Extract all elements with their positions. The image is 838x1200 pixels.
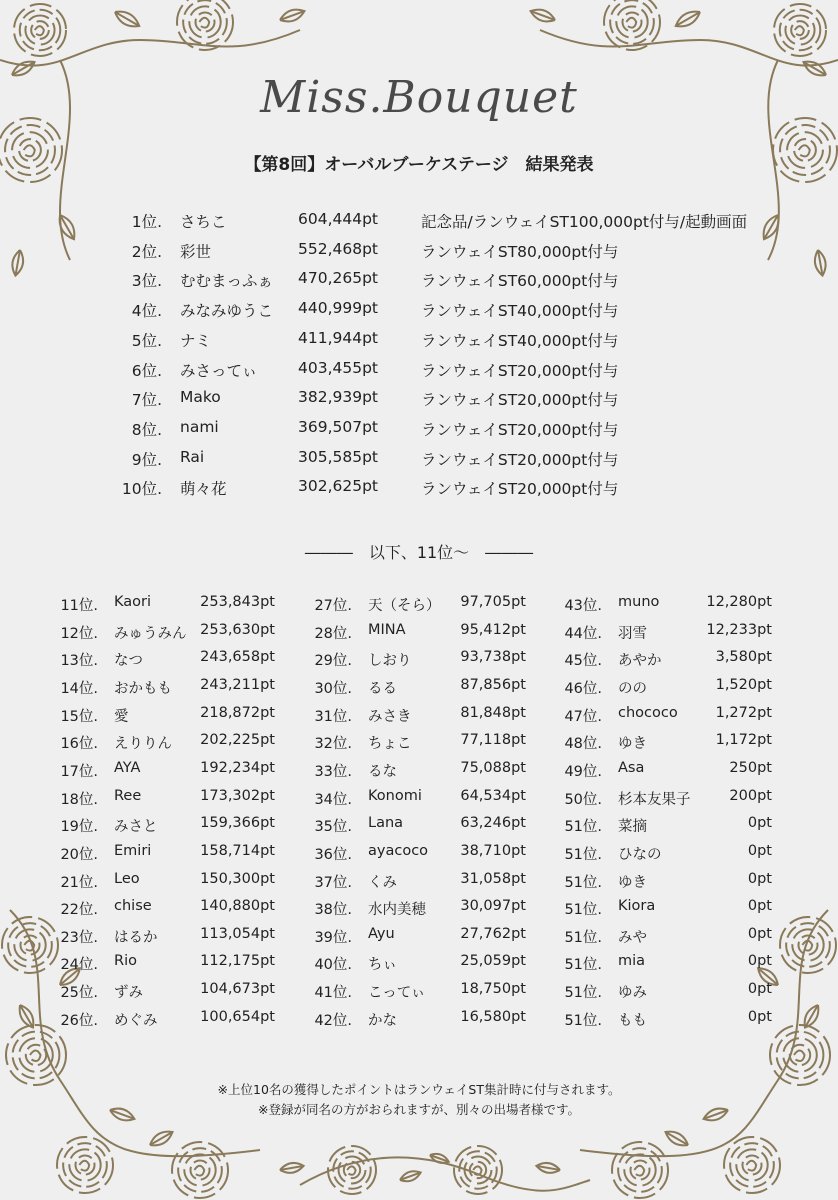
- rank-row: [58, 649, 275, 675]
- rank-row: [562, 843, 772, 869]
- rank-label: 37位.: [314, 874, 352, 891]
- rank-label: 5位.: [131, 331, 162, 350]
- entrant-name: ずみ: [114, 985, 143, 1002]
- entrant-name: おかもも: [114, 680, 172, 697]
- rank-label: 18位.: [60, 791, 98, 808]
- score-value: 12,233pt: [706, 621, 772, 638]
- vine-icon: [0, 30, 300, 66]
- rose-icon: [724, 1137, 780, 1193]
- rank-label: 38位.: [314, 902, 352, 919]
- prize-text: ランウェイST40,000pt付与: [421, 331, 619, 350]
- rank-label: 42位.: [314, 1012, 352, 1029]
- rank-label: 36位.: [314, 846, 352, 863]
- rank-label: 30位.: [314, 680, 352, 697]
- rank-label: 9位.: [131, 450, 162, 469]
- score-value: 382,939pt: [298, 388, 379, 407]
- leaf-icon: [673, 7, 703, 31]
- score-value: 200pt: [729, 787, 772, 804]
- rank-label: 24位.: [60, 957, 98, 974]
- leaf-icon: [529, 6, 557, 25]
- rank-row: [312, 981, 526, 1007]
- score-value: 12,280pt: [706, 594, 772, 610]
- rank-row: [562, 594, 772, 620]
- rank-label: 8位.: [131, 420, 162, 439]
- rank-label: 35位.: [314, 819, 352, 836]
- rank-label: 32位.: [314, 736, 352, 753]
- score-value: 202,225pt: [200, 732, 275, 749]
- score-value: 63,246pt: [460, 815, 526, 832]
- score-value: 18,750pt: [460, 981, 526, 998]
- rank-label: 31位.: [314, 708, 352, 725]
- score-value: 253,630pt: [200, 621, 275, 638]
- rose-icon: [454, 1146, 502, 1194]
- rank-label: 51位.: [564, 985, 602, 1002]
- score-value: 64,534pt: [460, 787, 526, 804]
- score-value: 25,059pt: [460, 953, 526, 970]
- entrant-name: みさってぃ: [180, 361, 258, 380]
- rank-label: 48位.: [564, 736, 602, 753]
- rank-label: 26位.: [60, 1012, 98, 1029]
- rank-row: [58, 732, 275, 758]
- rank-label: 51位.: [564, 957, 602, 974]
- score-value: 0pt: [747, 898, 772, 915]
- entrant-name: もも: [618, 1012, 647, 1029]
- rank-row: [58, 677, 275, 703]
- rank-row: [562, 981, 772, 1007]
- entrant-name: 水内美穂: [368, 902, 426, 919]
- score-value: 38,710pt: [460, 842, 526, 859]
- entrant-name: chococo: [618, 704, 678, 721]
- entrant-name: Kaori: [114, 594, 152, 610]
- score-value: 470,265pt: [298, 269, 379, 288]
- score-value: 93,738pt: [460, 649, 526, 666]
- entrant-name: ゆみ: [618, 985, 647, 1002]
- entrant-name: muno: [618, 594, 660, 610]
- leaf-icon: [278, 6, 306, 25]
- entrant-name: MINA: [368, 621, 406, 638]
- rank-label: 41位.: [314, 985, 352, 1002]
- prize-text: ランウェイST20,000pt付与: [421, 450, 619, 469]
- score-value: 218,872pt: [200, 704, 275, 721]
- footnote-1: ※上位10名の獲得したポイントはランウェイST集計時に付与されます。: [217, 1082, 621, 1097]
- rank-label: 22位.: [60, 902, 98, 919]
- rank-label: 51位.: [564, 819, 602, 836]
- leaf-icon: [147, 1127, 175, 1149]
- rose-icon: [14, 4, 66, 56]
- entrant-name: AYA: [114, 759, 141, 776]
- rank-row: [312, 788, 526, 814]
- score-value: 27,762pt: [460, 925, 526, 942]
- entrant-name: Konomi: [368, 787, 422, 804]
- entrant-name: Rai: [180, 447, 205, 466]
- rose-icon: [172, 1142, 228, 1198]
- rank-label: 20位.: [60, 846, 98, 863]
- rank-label: 39位.: [314, 929, 352, 946]
- entrant-name: めぐみ: [114, 1012, 158, 1029]
- score-value: 100,654pt: [200, 1008, 275, 1025]
- rank-row: [562, 898, 772, 924]
- entrant-name: みゅうみん: [114, 625, 187, 642]
- entrant-name: 杉本友果子: [618, 791, 691, 808]
- rank-label: 29位.: [314, 653, 352, 670]
- rank-label: 43位.: [564, 598, 602, 614]
- rank-row: [562, 760, 772, 786]
- rank-label: 13位.: [60, 653, 98, 670]
- logo-title: Miss.Bouquet: [260, 72, 578, 123]
- prize-text: 記念品/ランウェイST100,000pt付与/起動画面: [421, 213, 748, 231]
- rank-label: 44位.: [564, 625, 602, 642]
- entrant-name: Ree: [114, 787, 142, 804]
- entrant-name: ちょこ: [368, 736, 412, 753]
- rank-label: 12位.: [60, 625, 98, 642]
- rank-label: 19位.: [60, 819, 98, 836]
- rank-label: 27位.: [314, 598, 352, 614]
- rank-label: 21位.: [60, 874, 98, 891]
- leaf-icon: [398, 1168, 422, 1184]
- entrant-name: なつ: [114, 653, 143, 670]
- rank-row: [312, 705, 526, 731]
- entrant-name: 天（そら）: [368, 598, 441, 614]
- rank-label: 23位.: [60, 929, 98, 946]
- leaf-icon: [10, 249, 25, 276]
- rank-row: [312, 843, 526, 869]
- rank-label: 3位.: [131, 272, 162, 291]
- rank-row: [312, 871, 526, 897]
- entrant-name: nami: [180, 417, 219, 436]
- rank-row: [58, 815, 275, 841]
- rank-label: 7位.: [131, 391, 162, 410]
- score-value: 0pt: [747, 981, 772, 998]
- rank-label: 51位.: [564, 929, 602, 946]
- rank-label: 51位.: [564, 846, 602, 863]
- score-value: 81,848pt: [460, 704, 526, 721]
- rank-label: 16位.: [60, 736, 98, 753]
- rank-row: [58, 622, 275, 648]
- entrant-name: ナミ: [180, 331, 212, 350]
- entrant-name: ひなの: [618, 846, 662, 863]
- rank-row: [312, 760, 526, 786]
- score-value: 369,507pt: [298, 417, 379, 436]
- score-value: 440,999pt: [298, 299, 379, 318]
- score-value: 243,211pt: [200, 676, 275, 693]
- rank-label: 17位.: [60, 763, 98, 780]
- entrant-name: mia: [618, 953, 646, 970]
- entrant-name: こってぃ: [368, 985, 426, 1002]
- entrant-name: みさと: [114, 819, 158, 836]
- rank-row: [312, 1009, 526, 1035]
- score-value: 104,673pt: [200, 981, 275, 998]
- score-value: 113,054pt: [200, 925, 275, 942]
- footnote-2: ※登録が同名の方がおられますが、別々の出場者様です。: [258, 1102, 580, 1117]
- rose-icon: [328, 1146, 376, 1194]
- entrant-name: Mako: [180, 388, 221, 407]
- score-value: 3,580pt: [715, 649, 772, 666]
- rank-row: [562, 622, 772, 648]
- entrant-name: 萌々花: [180, 480, 227, 499]
- rose-icon: [612, 1142, 668, 1198]
- rank-label: 15位.: [60, 708, 98, 725]
- rank-row: [562, 649, 772, 675]
- rank-label: 33位.: [314, 763, 352, 780]
- rank-label: 14位.: [60, 680, 98, 697]
- rose-icon: [780, 917, 836, 973]
- entrant-name: はるか: [114, 929, 158, 946]
- rank-row: [58, 788, 275, 814]
- rank-label: 28位.: [314, 625, 352, 642]
- rose-icon: [57, 1137, 113, 1193]
- prize-text: ランウェイST60,000pt付与: [421, 272, 619, 291]
- rank-label: 45位.: [564, 653, 602, 670]
- prize-text: ランウェイST40,000pt付与: [421, 302, 619, 321]
- leaf-icon: [800, 1002, 822, 1030]
- score-value: 253,843pt: [200, 594, 275, 610]
- rank-label: 51位.: [564, 902, 602, 919]
- rank-row: [562, 1009, 772, 1035]
- prize-text: ランウェイST80,000pt付与: [421, 242, 619, 261]
- score-value: 0pt: [747, 842, 772, 859]
- score-value: 1,520pt: [715, 676, 772, 693]
- entrant-name: みなみゆうこ: [180, 302, 274, 321]
- leaf-icon: [813, 249, 828, 276]
- rank-label: 25位.: [60, 985, 98, 1002]
- leaf-icon: [112, 7, 142, 31]
- score-value: 1,272pt: [715, 704, 772, 721]
- rank-label: 40位.: [314, 957, 352, 974]
- score-value: 604,444pt: [298, 210, 379, 228]
- rank-label: 51位.: [564, 1012, 602, 1029]
- leaf-icon: [279, 1161, 304, 1175]
- rank-row: [58, 898, 275, 924]
- page-title: 【第8回】オーバルブーケステージ 結果発表: [244, 155, 594, 175]
- entrant-name: ちぃ: [368, 957, 397, 974]
- prize-text: ランウェイST20,000pt付与: [421, 420, 619, 439]
- entrant-name: のの: [618, 680, 647, 697]
- entrant-name: みさき: [368, 708, 412, 725]
- entrant-name: 羽雪: [618, 625, 647, 642]
- rank-row: [312, 649, 526, 675]
- prize-text: ランウェイST20,000pt付与: [421, 480, 619, 499]
- entrant-name: Ayu: [368, 925, 395, 942]
- entrant-name: あやか: [618, 653, 662, 670]
- section-divider: ――― 以下、11位～ ―――: [304, 543, 534, 562]
- rank-row: [58, 594, 275, 620]
- rank-row: [58, 705, 275, 731]
- entrant-name: るる: [368, 680, 397, 697]
- entrant-name: Leo: [114, 870, 140, 887]
- rank-row: [562, 788, 772, 814]
- score-value: 159,366pt: [200, 815, 275, 832]
- rank-row: [562, 705, 772, 731]
- entrant-name: ゆき: [618, 874, 647, 891]
- score-value: 16,580pt: [460, 1008, 526, 1025]
- entrant-name: ayacoco: [368, 842, 429, 859]
- score-value: 192,234pt: [200, 759, 275, 776]
- rank-row: [312, 594, 526, 620]
- entrant-name: えりりん: [114, 736, 172, 753]
- score-value: 173,302pt: [200, 787, 275, 804]
- entrant-name: 彩世: [180, 242, 212, 261]
- score-value: 0pt: [747, 815, 772, 832]
- score-value: 30,097pt: [460, 898, 526, 915]
- entrant-name: Rio: [114, 953, 137, 970]
- rank-row: [58, 981, 275, 1007]
- score-value: 150,300pt: [200, 870, 275, 887]
- score-value: 112,175pt: [200, 953, 275, 970]
- rank-row: [58, 760, 275, 786]
- score-value: 87,856pt: [460, 676, 526, 693]
- entrant-name: 菜摘: [618, 819, 647, 836]
- rank-label: 2位.: [131, 242, 162, 261]
- score-value: 552,468pt: [298, 239, 379, 258]
- rank-label: 49位.: [564, 763, 602, 780]
- score-value: 75,088pt: [460, 759, 526, 776]
- score-value: 0pt: [747, 953, 772, 970]
- rank-label: 34位.: [314, 791, 352, 808]
- leaf-icon: [55, 212, 79, 242]
- leaf-icon: [536, 1161, 561, 1175]
- score-value: 77,118pt: [460, 732, 526, 749]
- score-value: 97,705pt: [460, 594, 526, 610]
- rank-label: 51位.: [564, 874, 602, 891]
- rose-icon: [604, 0, 660, 50]
- score-value: 31,058pt: [460, 870, 526, 887]
- rank-label: 46位.: [564, 680, 602, 697]
- rank-row: [562, 815, 772, 841]
- entrant-name: かな: [368, 1012, 397, 1029]
- rank-row: [312, 622, 526, 648]
- rank-row: [312, 677, 526, 703]
- entrant-name: さちこ: [180, 213, 227, 231]
- entrant-name: るな: [368, 763, 397, 780]
- prize-text: ランウェイST20,000pt付与: [421, 361, 619, 380]
- entrant-name: ゆき: [618, 736, 647, 753]
- score-value: 411,944pt: [298, 328, 379, 347]
- rank-label: 11位.: [60, 598, 98, 614]
- rank-label: 1位.: [131, 213, 162, 231]
- rank-row: [312, 898, 526, 924]
- rank-row: [58, 871, 275, 897]
- leaf-icon: [663, 1127, 691, 1149]
- rank-row: [312, 926, 526, 952]
- score-value: 1,172pt: [715, 732, 772, 749]
- score-value: 158,714pt: [200, 842, 275, 859]
- rank-row: [562, 871, 772, 897]
- score-value: 403,455pt: [298, 358, 379, 377]
- entrant-name: みや: [618, 929, 647, 946]
- prize-text: ランウェイST20,000pt付与: [421, 391, 619, 410]
- rank-label: 10位.: [121, 480, 162, 499]
- rank-label: 6位.: [131, 361, 162, 380]
- rank-row: [562, 926, 772, 952]
- entrant-name: むむまっふぁ: [180, 272, 274, 291]
- rank-row: [562, 677, 772, 703]
- rank-label: 4位.: [131, 302, 162, 321]
- rank-row: [312, 815, 526, 841]
- entrant-name: Asa: [618, 759, 645, 776]
- score-value: 95,412pt: [460, 621, 526, 638]
- score-value: 0pt: [747, 925, 772, 942]
- rank-label: 50位.: [564, 791, 602, 808]
- rank-label: 47位.: [564, 708, 602, 725]
- entrant-name: 愛: [114, 708, 129, 725]
- rank-row: [312, 953, 526, 979]
- rank-row: [562, 953, 772, 979]
- rank-row: [312, 732, 526, 758]
- score-value: 0pt: [747, 1008, 772, 1025]
- entrant-name: くみ: [368, 874, 397, 891]
- entrant-name: Kiora: [618, 898, 656, 915]
- score-value: 140,880pt: [200, 898, 275, 915]
- rose-icon: [774, 4, 826, 56]
- score-value: 0pt: [747, 870, 772, 887]
- entrant-name: chise: [114, 898, 152, 915]
- rank-row: [562, 732, 772, 758]
- score-value: 305,585pt: [298, 447, 379, 466]
- entrant-name: しおり: [368, 653, 412, 670]
- entrant-name: Lana: [368, 815, 404, 832]
- entrant-name: Emiri: [114, 842, 152, 859]
- rank-row: [58, 926, 275, 952]
- rose-icon: [2, 917, 58, 973]
- score-value: 250pt: [729, 759, 772, 776]
- rank-row: [58, 953, 275, 979]
- rank-row: [58, 1009, 275, 1035]
- rose-icon: [770, 1025, 830, 1085]
- rank-row: [58, 843, 275, 869]
- score-value: 302,625pt: [298, 477, 379, 496]
- score-value: 243,658pt: [200, 649, 275, 666]
